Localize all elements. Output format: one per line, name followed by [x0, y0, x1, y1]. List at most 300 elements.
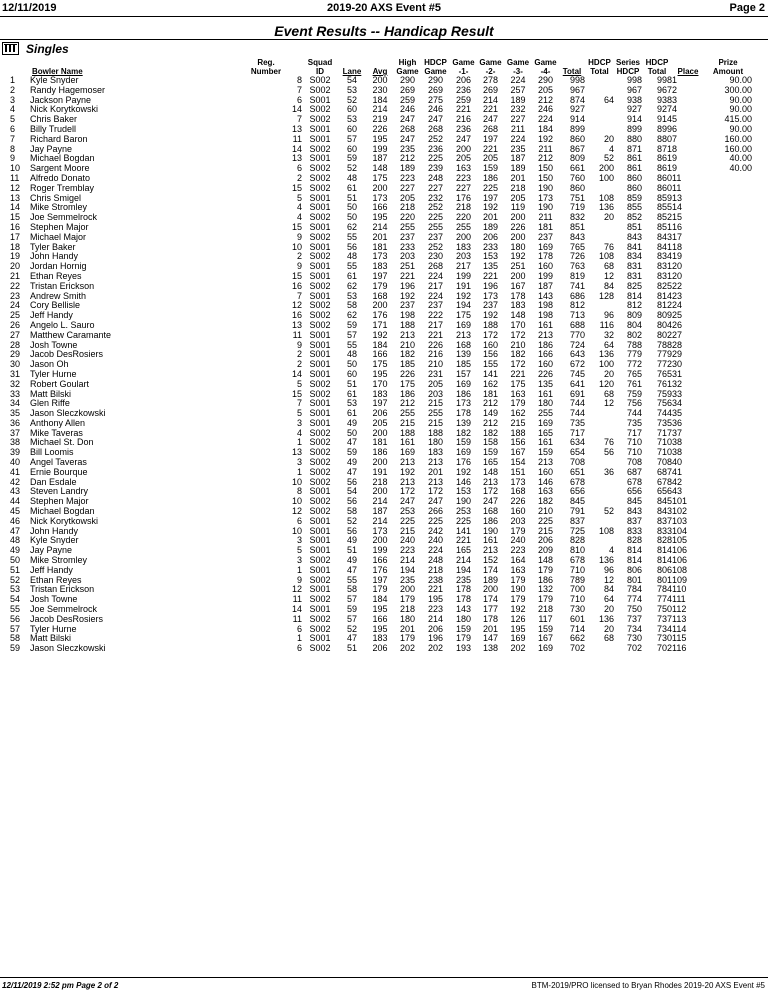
game-4: 211	[538, 144, 553, 154]
series-hdcp: 814	[626, 546, 642, 556]
game-2: 186	[482, 516, 499, 526]
bowler-name: Billy Trudell	[30, 124, 77, 134]
bowler-name: Nick Korytkowski	[30, 105, 99, 115]
table-row	[0, 438, 752, 448]
page-footer	[0, 979, 768, 991]
high-game: 201	[399, 624, 416, 634]
col-squad-id: Squad ID	[307, 58, 333, 76]
squad-id: S001	[309, 154, 331, 164]
avg: 166	[372, 350, 388, 360]
squad-id: S002	[309, 624, 331, 634]
hdcp-total-2: 860	[656, 173, 672, 183]
game-4: 237	[537, 232, 554, 242]
avg: 197	[372, 575, 388, 585]
bowler-name: Joe Semmelrock	[30, 605, 98, 615]
hdcp-game: 218	[427, 565, 444, 575]
place: 101	[672, 497, 688, 507]
game-2: 197	[482, 134, 499, 144]
place: 5	[672, 115, 678, 125]
hdcp-total-2: 841	[656, 242, 672, 252]
hdcp-total: 128	[598, 291, 614, 301]
reg-number: 15	[291, 271, 302, 281]
squad-id: S002	[309, 144, 331, 154]
bowler-name: Josh Towne	[30, 340, 78, 350]
series-hdcp: 852	[626, 213, 642, 223]
game-1: 143	[455, 605, 472, 615]
hdcp-total-2: 831	[656, 262, 672, 272]
hdcp-total: 4	[608, 144, 614, 154]
series-hdcp: 802	[626, 330, 642, 340]
hdcp-total: 20	[603, 605, 614, 615]
total: 688	[569, 320, 585, 330]
high-game: 268	[399, 124, 416, 134]
hdcp-game: 232	[427, 193, 444, 203]
game-4: 192	[537, 134, 554, 144]
hdcp-total-2: 784	[656, 585, 672, 595]
hdcp-game: 248	[427, 556, 444, 566]
game-4: 211	[538, 213, 553, 223]
table-row	[0, 478, 752, 488]
total: 741	[569, 281, 585, 291]
prize-amount	[704, 517, 752, 527]
game-3: 218	[510, 183, 526, 193]
total: 661	[569, 164, 585, 174]
hdcp-total-2: 938	[656, 95, 672, 105]
game-1: 191	[455, 281, 472, 291]
col-prize-amount: Prize Amount	[712, 58, 744, 76]
table-row	[0, 576, 752, 586]
hdcp-total-2: 831	[656, 271, 672, 281]
row-number: 12	[10, 183, 21, 193]
total: 828	[569, 536, 585, 546]
reg-number: 3	[296, 536, 302, 546]
place: 24	[672, 301, 683, 311]
hdcp-total-2: 761	[656, 379, 672, 389]
bowler-name: Jay Payne	[30, 144, 73, 154]
high-game: 161	[399, 438, 416, 448]
col-reg-number: Reg. Number	[250, 58, 282, 76]
table-row	[0, 105, 752, 115]
game-2: 147	[482, 634, 499, 644]
reg-number: 5	[296, 193, 302, 203]
series-hdcp: 843	[626, 232, 642, 242]
hdcp-game: 224	[427, 271, 444, 281]
row-number: 20	[10, 262, 21, 272]
place: 105	[672, 536, 688, 546]
total: 730	[569, 605, 585, 615]
bowler-name: Matt Bilski	[30, 634, 72, 644]
hdcp-total-2: 802	[656, 330, 672, 340]
prize-amount	[704, 350, 752, 360]
game-4: 182	[537, 497, 554, 507]
game-1: 221	[455, 105, 472, 115]
hdcp-game: 215	[427, 399, 444, 409]
reg-number: 11	[292, 330, 302, 340]
game-3: 119	[510, 203, 526, 213]
game-2: 201	[482, 624, 499, 634]
hdcp-total	[585, 497, 614, 507]
game-1: 178	[455, 585, 472, 595]
hdcp-total-2: 717	[656, 428, 672, 438]
avg: 192	[372, 330, 388, 340]
lane: 60	[346, 124, 357, 134]
table-row	[0, 125, 752, 135]
squad-id: S001	[309, 340, 331, 350]
series-hdcp: 967	[626, 85, 642, 95]
game-3: 154	[510, 458, 526, 468]
avg: 205	[372, 418, 388, 428]
game-4: 179	[537, 595, 554, 605]
bowler-name: Glen Riffe	[30, 399, 70, 409]
game-1: 205	[455, 154, 472, 164]
reg-number: 13	[291, 320, 302, 330]
hdcp-game: 224	[427, 546, 444, 556]
hdcp-total: 12	[603, 271, 614, 281]
avg: 199	[372, 144, 388, 154]
avg: 183	[372, 389, 388, 399]
high-game: 237	[399, 232, 416, 242]
col-game-3: Game -3-	[506, 58, 530, 76]
game-1: 178	[455, 409, 472, 419]
footer-license: BTM-2019/PRO licensed to Bryan Rhodes 2019-20 AXS Event #5	[531, 981, 765, 990]
series-hdcp: 806	[626, 565, 642, 575]
lane: 52	[346, 516, 357, 526]
row-number: 52	[10, 575, 21, 585]
reg-number: 8	[296, 76, 302, 85]
avg: 200	[372, 76, 388, 85]
row-number: 5	[10, 115, 16, 125]
game-3: 200	[510, 271, 526, 281]
reg-number: 14	[291, 605, 302, 615]
game-4: 180	[537, 399, 554, 409]
prize-amount	[704, 458, 752, 468]
hdcp-game: 247	[427, 497, 444, 507]
bowler-name: Michael Bogdan	[30, 154, 95, 164]
game-3: 227	[510, 115, 526, 125]
prize-amount	[704, 585, 752, 595]
reg-number: 1	[296, 467, 302, 477]
place: 102	[672, 507, 688, 517]
hdcp-total-2: 702	[656, 644, 672, 654]
game-1: 217	[455, 262, 472, 272]
game-1: 192	[455, 467, 472, 477]
place: 9	[672, 164, 678, 174]
game-3: 188	[510, 428, 526, 438]
lane: 51	[346, 644, 357, 654]
lane: 52	[346, 164, 357, 174]
total: 927	[569, 105, 585, 115]
hdcp-total-2: 871	[656, 144, 672, 154]
reg-number: 2	[296, 360, 302, 370]
lane: 51	[346, 379, 357, 389]
table-row	[0, 331, 752, 341]
hdcp-total-2: 656	[656, 487, 672, 497]
reg-number: 7	[296, 85, 302, 95]
reg-number: 15	[291, 183, 302, 193]
game-1: 206	[455, 76, 472, 85]
bowler-name: Jacob DesRosiers	[30, 614, 104, 624]
hdcp-total	[585, 86, 614, 96]
game-4: 186	[537, 340, 554, 350]
hdcp-total-2: 756	[656, 399, 672, 409]
table-row	[0, 154, 752, 164]
reg-number: 6	[296, 164, 302, 174]
place: 111	[672, 595, 686, 605]
lane: 48	[346, 350, 357, 360]
high-game: 227	[399, 183, 416, 193]
game-2: 172	[482, 330, 499, 340]
row-number: 21	[10, 271, 21, 281]
reg-number: 6	[296, 95, 302, 105]
prize-amount	[704, 546, 752, 556]
hdcp-game: 255	[427, 222, 444, 232]
total: 770	[569, 330, 585, 340]
prize-amount	[704, 595, 752, 605]
lane: 58	[346, 507, 357, 517]
hdcp-total: 68	[603, 389, 614, 399]
table-row	[0, 203, 752, 213]
total: 791	[569, 507, 585, 517]
row-number: 43	[10, 487, 21, 497]
squad-id: S002	[309, 477, 331, 487]
game-4: 169	[537, 644, 554, 654]
game-4: 160	[537, 262, 554, 272]
reg-number: 11	[292, 134, 302, 144]
row-number: 7	[10, 134, 16, 144]
avg: 181	[372, 438, 388, 448]
place: 18	[672, 242, 683, 252]
game-1: 227	[455, 183, 472, 193]
total: 714	[569, 624, 585, 634]
prize-amount: 90.00	[729, 105, 752, 115]
prize-amount	[704, 399, 752, 409]
high-game: 212	[399, 154, 416, 164]
game-2: 189	[482, 575, 499, 585]
avg: 184	[372, 340, 388, 350]
series-hdcp: 837	[626, 516, 642, 526]
bowler-name: Michael Major	[30, 232, 87, 242]
place: 36	[672, 418, 683, 428]
hdcp-total: 12	[603, 399, 614, 409]
row-number: 30	[10, 360, 21, 370]
prize-amount: 40.00	[729, 154, 752, 164]
avg: 195	[372, 213, 388, 223]
game-2: 268	[482, 124, 499, 134]
reg-number: 16	[291, 311, 302, 321]
reg-number: 6	[296, 644, 302, 654]
reg-number: 7	[296, 399, 302, 409]
game-4: 160	[537, 467, 554, 477]
game-4: 213	[537, 458, 554, 468]
total: 719	[569, 203, 585, 213]
place: 115	[672, 634, 687, 644]
hdcp-total	[585, 233, 614, 243]
series-hdcp: 833	[626, 526, 642, 536]
col-game-1: Game -1-	[452, 58, 475, 76]
reg-number: 2	[296, 350, 302, 360]
avg: 176	[372, 311, 388, 321]
high-game: 169	[399, 448, 416, 458]
place: 17	[672, 232, 683, 242]
hdcp-total	[585, 125, 614, 135]
row-number: 47	[10, 526, 21, 536]
game-1: 182	[455, 428, 472, 438]
table-row	[0, 409, 752, 419]
game-2: 178	[482, 614, 499, 624]
squad-id: S001	[309, 134, 331, 144]
game-2: 206	[482, 232, 499, 242]
series-hdcp: 861	[626, 154, 642, 164]
total: 656	[569, 487, 585, 497]
hdcp-game: 225	[427, 516, 444, 526]
table-row	[0, 448, 752, 458]
game-4: 146	[537, 477, 554, 487]
hdcp-total-2: 801	[656, 575, 672, 585]
row-number: 14	[10, 203, 21, 213]
reg-number: 13	[291, 154, 302, 164]
lane: 53	[346, 291, 357, 301]
table-row	[0, 301, 752, 311]
bowler-name: Matthew Caramante	[30, 330, 112, 340]
hdcp-game: 268	[427, 262, 444, 272]
squad-id: S001	[309, 124, 331, 134]
series-hdcp: 998	[626, 76, 642, 85]
avg: 173	[372, 526, 388, 536]
place: 4	[672, 105, 678, 115]
header-divider	[0, 16, 768, 17]
squad-id: S001	[309, 222, 331, 232]
prize-amount	[704, 174, 752, 184]
lane: 62	[346, 222, 357, 232]
total: 710	[569, 565, 585, 575]
bowler-name: Cory Bellisle	[30, 301, 81, 311]
game-4: 165	[537, 428, 554, 438]
bowler-name: Robert Goulart	[30, 379, 90, 389]
place: 13	[672, 193, 683, 203]
game-1: 159	[455, 624, 472, 634]
row-number: 9	[10, 154, 16, 164]
hdcp-game: 246	[427, 105, 444, 115]
total: 789	[569, 575, 585, 585]
squad-id: S002	[309, 213, 331, 223]
lane: 56	[346, 497, 357, 507]
squad-id: S001	[309, 330, 331, 340]
game-2: 221	[482, 105, 499, 115]
game-3: 224	[510, 134, 526, 144]
avg: 191	[372, 467, 388, 477]
reg-number: 3	[296, 458, 302, 468]
row-number: 41	[10, 467, 21, 477]
high-game: 196	[399, 281, 416, 291]
table-row	[0, 615, 752, 625]
place: 6	[672, 124, 678, 134]
row-number: 42	[10, 477, 21, 487]
total: 760	[569, 173, 585, 183]
avg: 197	[372, 399, 388, 409]
squad-id: S002	[309, 438, 331, 448]
total: 708	[569, 458, 585, 468]
high-game: 247	[399, 134, 416, 144]
game-3: 226	[510, 497, 526, 507]
bowler-name: Roger Tremblay	[30, 183, 95, 193]
game-2: 159	[482, 164, 499, 174]
game-1: 216	[455, 115, 472, 125]
high-game: 202	[399, 644, 416, 654]
hdcp-total-2: 851	[656, 222, 672, 232]
hdcp-total: 20	[603, 213, 614, 223]
game-2: 160	[482, 340, 499, 350]
hdcp-total-2: 828	[656, 536, 672, 546]
game-1: 163	[455, 164, 472, 174]
lane: 57	[346, 134, 357, 144]
lane: 47	[346, 438, 357, 448]
game-3: 200	[510, 213, 526, 223]
prize-amount	[704, 478, 752, 488]
header-event: 2019-20 AXS Event #5	[327, 2, 441, 14]
hdcp-game: 239	[427, 164, 444, 174]
game-2: 173	[482, 291, 499, 301]
prize-amount	[704, 243, 752, 253]
lane: 62	[346, 281, 357, 291]
hdcp-game: 180	[427, 438, 444, 448]
total: 967	[569, 85, 585, 95]
bowler-name: Stephen Major	[30, 222, 89, 232]
hdcp-total: 36	[603, 467, 614, 477]
game-4: 150	[537, 164, 554, 174]
bowler-name: Chris Baker	[30, 115, 78, 125]
table-row	[0, 625, 752, 635]
place: 20	[672, 271, 683, 281]
game-3: 205	[510, 193, 526, 203]
series-hdcp: 880	[626, 134, 642, 144]
prize-amount	[704, 223, 752, 233]
game-3: 189	[510, 95, 526, 105]
hdcp-total-2: 855	[656, 203, 672, 213]
avg: 200	[372, 183, 388, 193]
lane: 60	[346, 144, 357, 154]
hdcp-game: 183	[427, 448, 444, 458]
hdcp-game: 196	[427, 634, 444, 644]
game-1: 169	[455, 379, 472, 389]
hdcp-total-2: 779	[656, 350, 672, 360]
reg-number: 14	[291, 144, 302, 154]
series-hdcp: 756	[626, 399, 642, 409]
series-hdcp: 861	[626, 164, 642, 174]
game-1: 200	[455, 232, 472, 242]
game-3: 192	[510, 605, 526, 615]
avg: 199	[372, 546, 388, 556]
table-row	[0, 252, 752, 262]
reg-number: 13	[291, 124, 302, 134]
total: 843	[569, 232, 585, 242]
series-hdcp: 750	[626, 605, 642, 615]
total: 832	[569, 213, 585, 223]
game-2: 192	[482, 311, 499, 321]
total: 998	[569, 76, 585, 85]
series-hdcp: 801	[626, 575, 642, 585]
place: 11	[672, 173, 682, 183]
bowler-name: Ernie Bourque	[30, 467, 88, 477]
game-3: 175	[510, 379, 526, 389]
game-4: 206	[537, 536, 554, 546]
lane: 49	[346, 556, 357, 566]
squad-id: S002	[309, 507, 331, 517]
avg: 175	[372, 360, 388, 370]
row-number: 24	[10, 301, 21, 311]
row-number: 13	[10, 193, 21, 203]
table-row	[0, 223, 752, 233]
avg: 195	[372, 605, 388, 615]
